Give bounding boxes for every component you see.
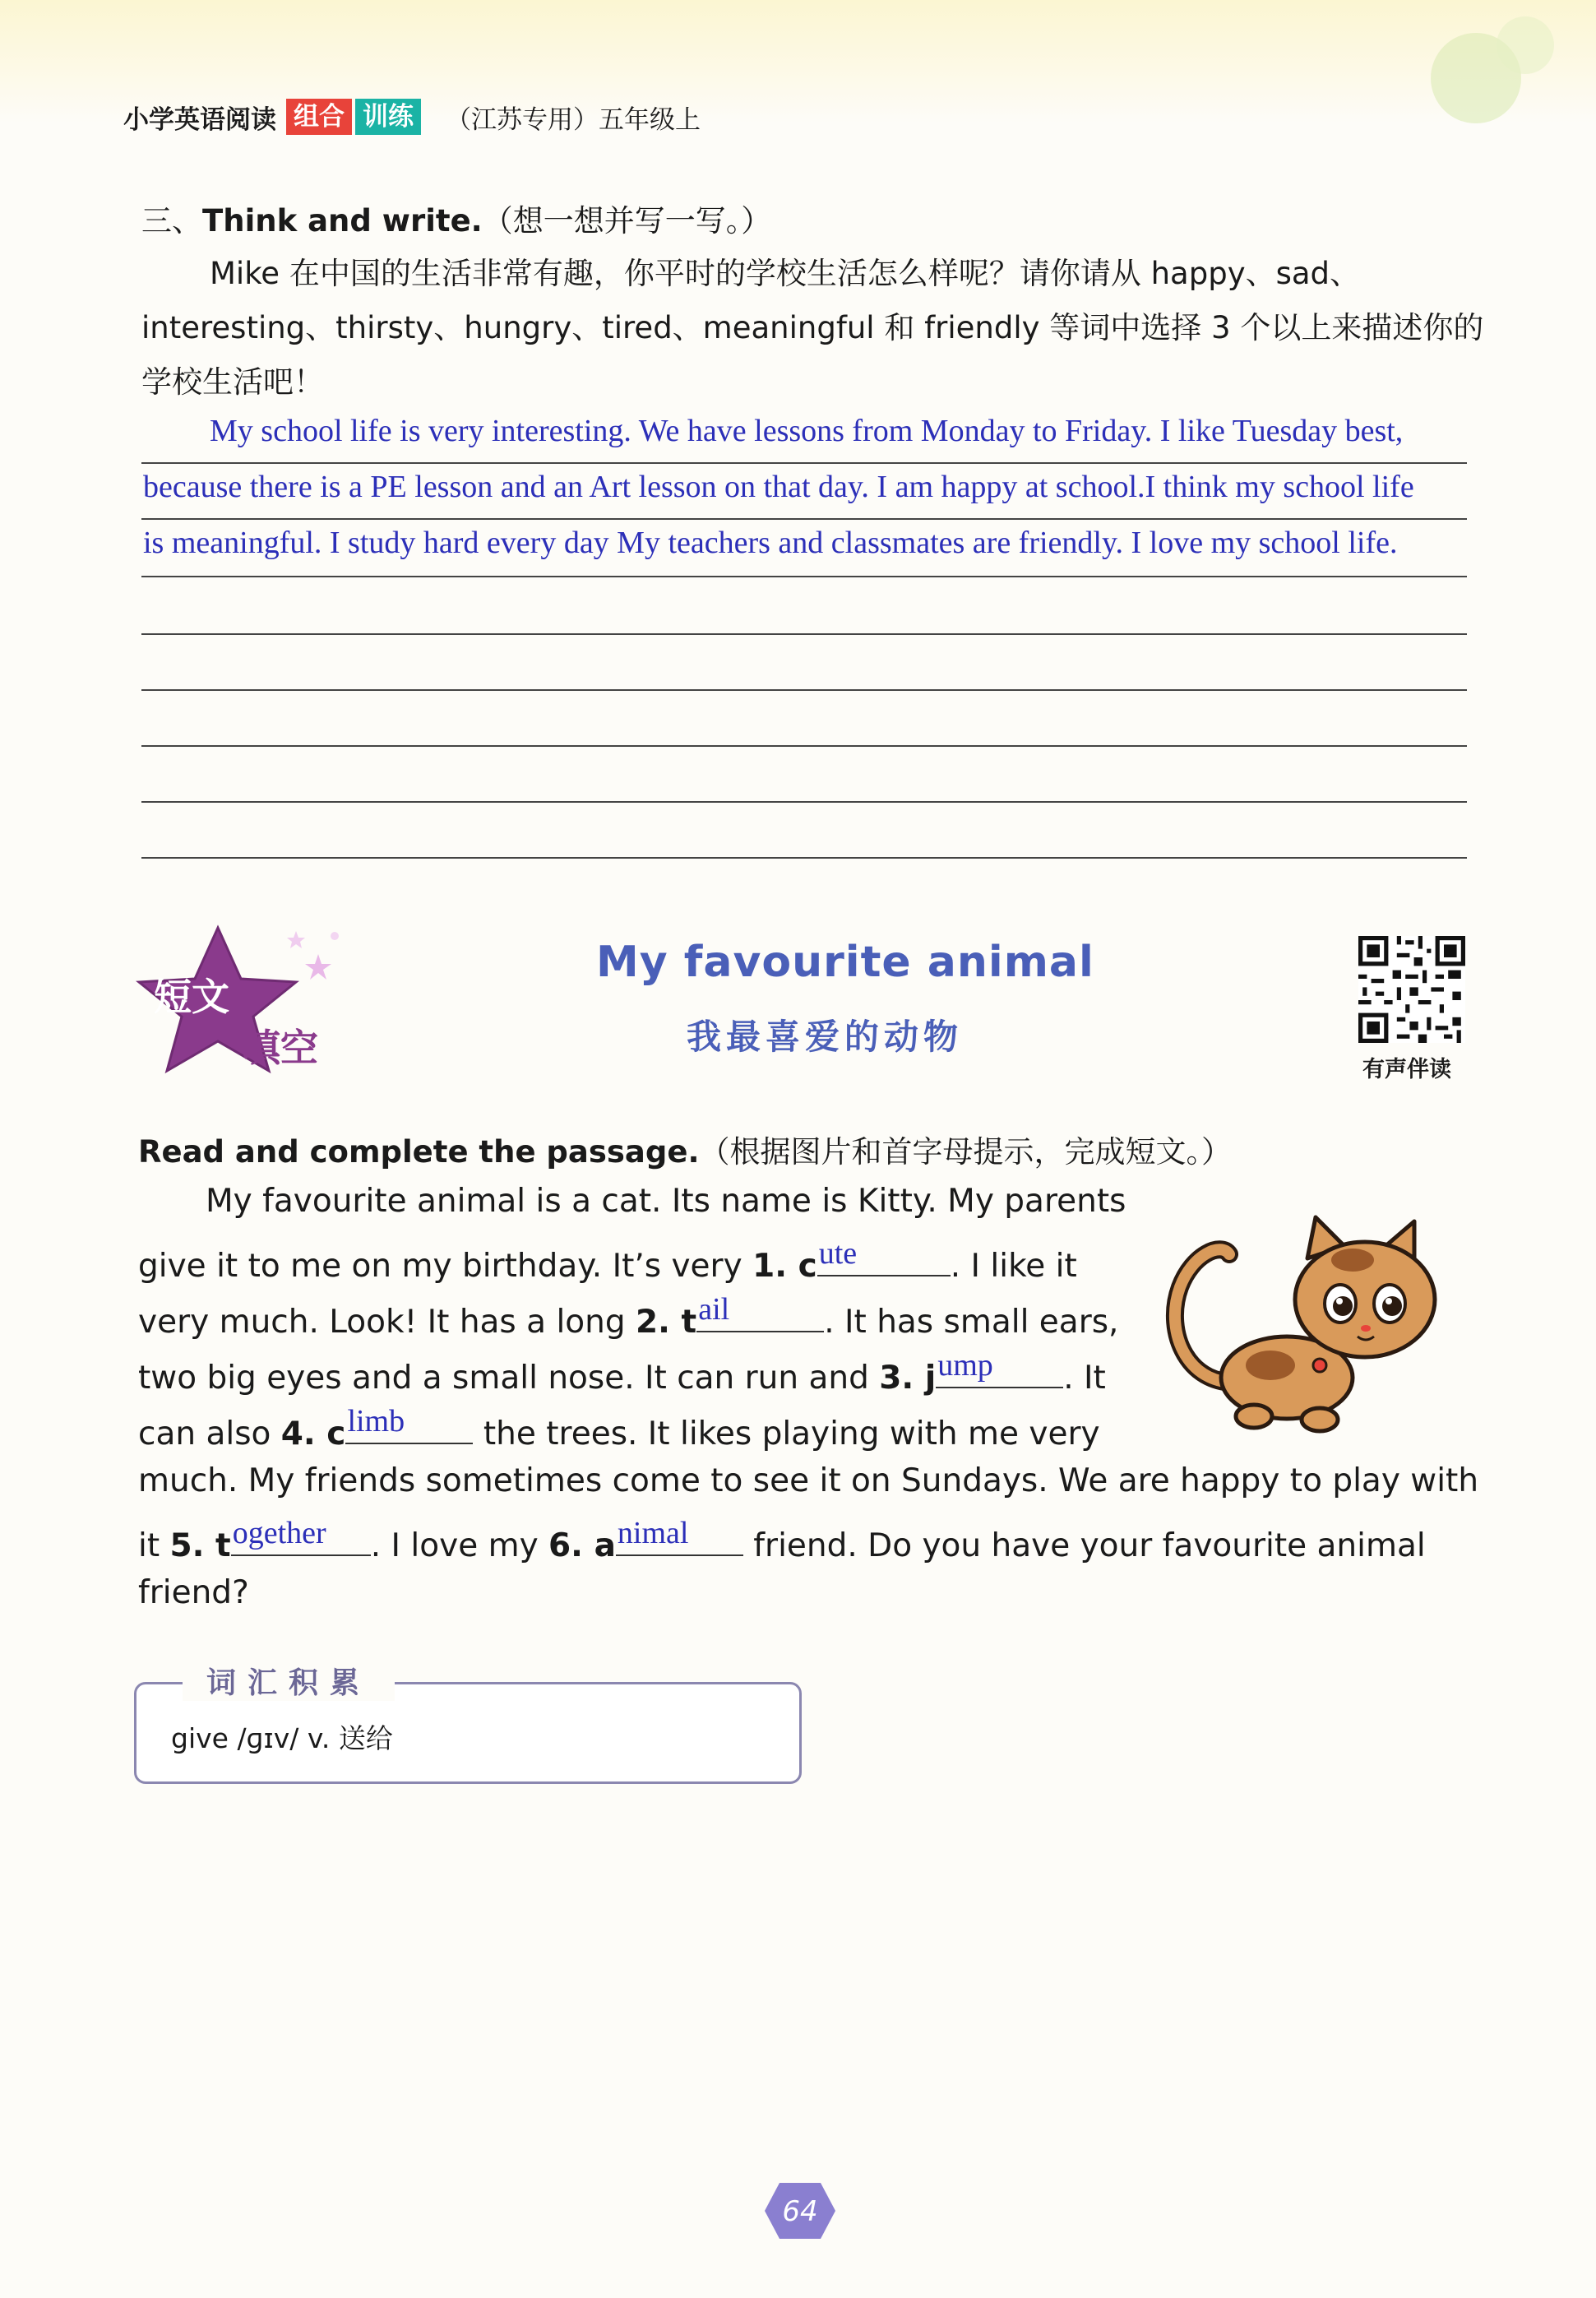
writing-line — [141, 857, 1467, 859]
part3-instruction-line3: 学校生活吧！ — [141, 364, 324, 400]
reading-instruction-cn: （根据图片和首字母提示，完成短文。） — [699, 1134, 1233, 1170]
passage-line-5 — [138, 1406, 1100, 1452]
book-edition: （江苏专用）五年级上 — [446, 104, 701, 135]
part3-title-en: Think and write. — [202, 203, 483, 239]
qr-label: 有声伴读 — [1362, 1057, 1451, 1082]
star-badge-icon — [127, 921, 366, 1094]
answer-3: ump — [937, 1348, 993, 1383]
passage-text: can also — [138, 1415, 281, 1452]
badge-text-1: 短文 — [154, 975, 229, 1019]
blank-3[interactable] — [936, 1348, 1063, 1388]
cat-illustration-icon — [1147, 1209, 1443, 1448]
blank-number-5: 5. t — [169, 1527, 231, 1564]
badge-text-2: 填空 — [243, 1026, 318, 1070]
passage-text: two big eyes and a small nose. It can run and — [138, 1360, 880, 1397]
page-number-badge — [763, 2181, 837, 2240]
writing-line — [141, 518, 1467, 520]
blank-1[interactable] — [817, 1236, 951, 1276]
answer-line-3: is meaningful. I study hard every day My teachers and classmates are friendly. I love my school life. — [143, 526, 1398, 560]
vocab-tab: 词汇积累 — [183, 1660, 395, 1701]
blank-number-3: 3. j — [879, 1360, 937, 1397]
part3-instruction-line1: Mike 在中国的生活非常有趣，你平时的学校生活怎么样呢？请你请从 happy、sad、 — [210, 256, 1361, 291]
blank-4[interactable] — [345, 1406, 473, 1444]
writing-line — [141, 745, 1467, 747]
blank-5[interactable] — [231, 1518, 371, 1556]
section-badge — [127, 921, 366, 1094]
book-title: 小学英语阅读 — [123, 104, 276, 135]
writing-line — [141, 801, 1467, 803]
answer-2: ail — [698, 1292, 730, 1327]
passage-text: . It has small ears, — [824, 1304, 1119, 1341]
blank-number-4: 4. c — [280, 1415, 346, 1452]
part3-instruction-line2: interesting、thirsty、hungry、tired、meaningful 和 friendly 等词中选择 3 个以上来描述你的 — [141, 310, 1484, 345]
qr-code-icon[interactable] — [1358, 936, 1465, 1043]
answer-6: nimal — [617, 1516, 689, 1550]
writing-line — [141, 689, 1467, 691]
section-title-cn: 我最喜爱的动物 — [687, 1017, 964, 1057]
vocab-entry: give /ɡɪv/ v. 送给 — [171, 1722, 393, 1754]
passage-text: the trees. It likes playing with me very — [473, 1415, 1100, 1452]
blank-2[interactable] — [696, 1292, 824, 1332]
passage-text: give it to me on my birthday. It’s very — [138, 1248, 753, 1285]
answer-1: ute — [818, 1236, 858, 1271]
writing-line — [141, 633, 1467, 635]
answer-4: limb — [347, 1404, 405, 1439]
reading-instruction — [138, 1127, 1232, 1171]
passage-line-1: My favourite animal is a cat. Its name is Kitty. My parents — [206, 1183, 1126, 1220]
passage-text: . I love my — [370, 1527, 549, 1564]
passage-line-2 — [138, 1236, 1077, 1285]
passage-text: . It — [1063, 1360, 1106, 1397]
passage-text: friend. Do you have your favourite animal — [742, 1527, 1426, 1564]
reading-instruction-en: Read and complete the passage. — [138, 1134, 700, 1170]
part3-title-cn: （想一想并写一写。） — [482, 203, 772, 239]
blank-6[interactable] — [616, 1518, 743, 1556]
part3-title — [141, 196, 771, 240]
passage-text: . I like it — [950, 1248, 1077, 1285]
tag-training: 训练 — [355, 99, 421, 135]
blank-number-2: 2. t — [636, 1304, 697, 1341]
writing-line — [141, 576, 1467, 577]
passage-line-6: much. My friends sometimes come to see it on Sundays. We are happy to play with — [138, 1462, 1479, 1499]
book-header — [123, 97, 701, 137]
passage-text: very much. Look! It has a long — [138, 1304, 636, 1341]
answer-line-2: because there is a PE lesson and an Art lesson on that day. I am happy at school.I think my school life — [143, 470, 1414, 504]
blank-number-1: 1. c — [752, 1248, 817, 1285]
writing-line — [141, 462, 1467, 464]
answer-5: ogether — [232, 1516, 326, 1550]
part3-number: 三、 — [141, 203, 202, 239]
section-title-en: My favourite animal — [596, 938, 1094, 987]
passage-line-8: friend? — [138, 1574, 249, 1611]
page-number: 64 — [782, 2195, 818, 2228]
passage-line-7 — [138, 1518, 1426, 1564]
tag-combo: 组合 — [286, 99, 352, 135]
passage-line-3 — [138, 1292, 1119, 1341]
blank-number-6: 6. a — [548, 1527, 616, 1564]
passage-line-4 — [138, 1348, 1106, 1397]
answer-line-1: My school life is very interesting. We have lessons from Monday to Friday. I like Tuesday best, — [210, 414, 1404, 448]
passage-text: it — [138, 1527, 170, 1564]
